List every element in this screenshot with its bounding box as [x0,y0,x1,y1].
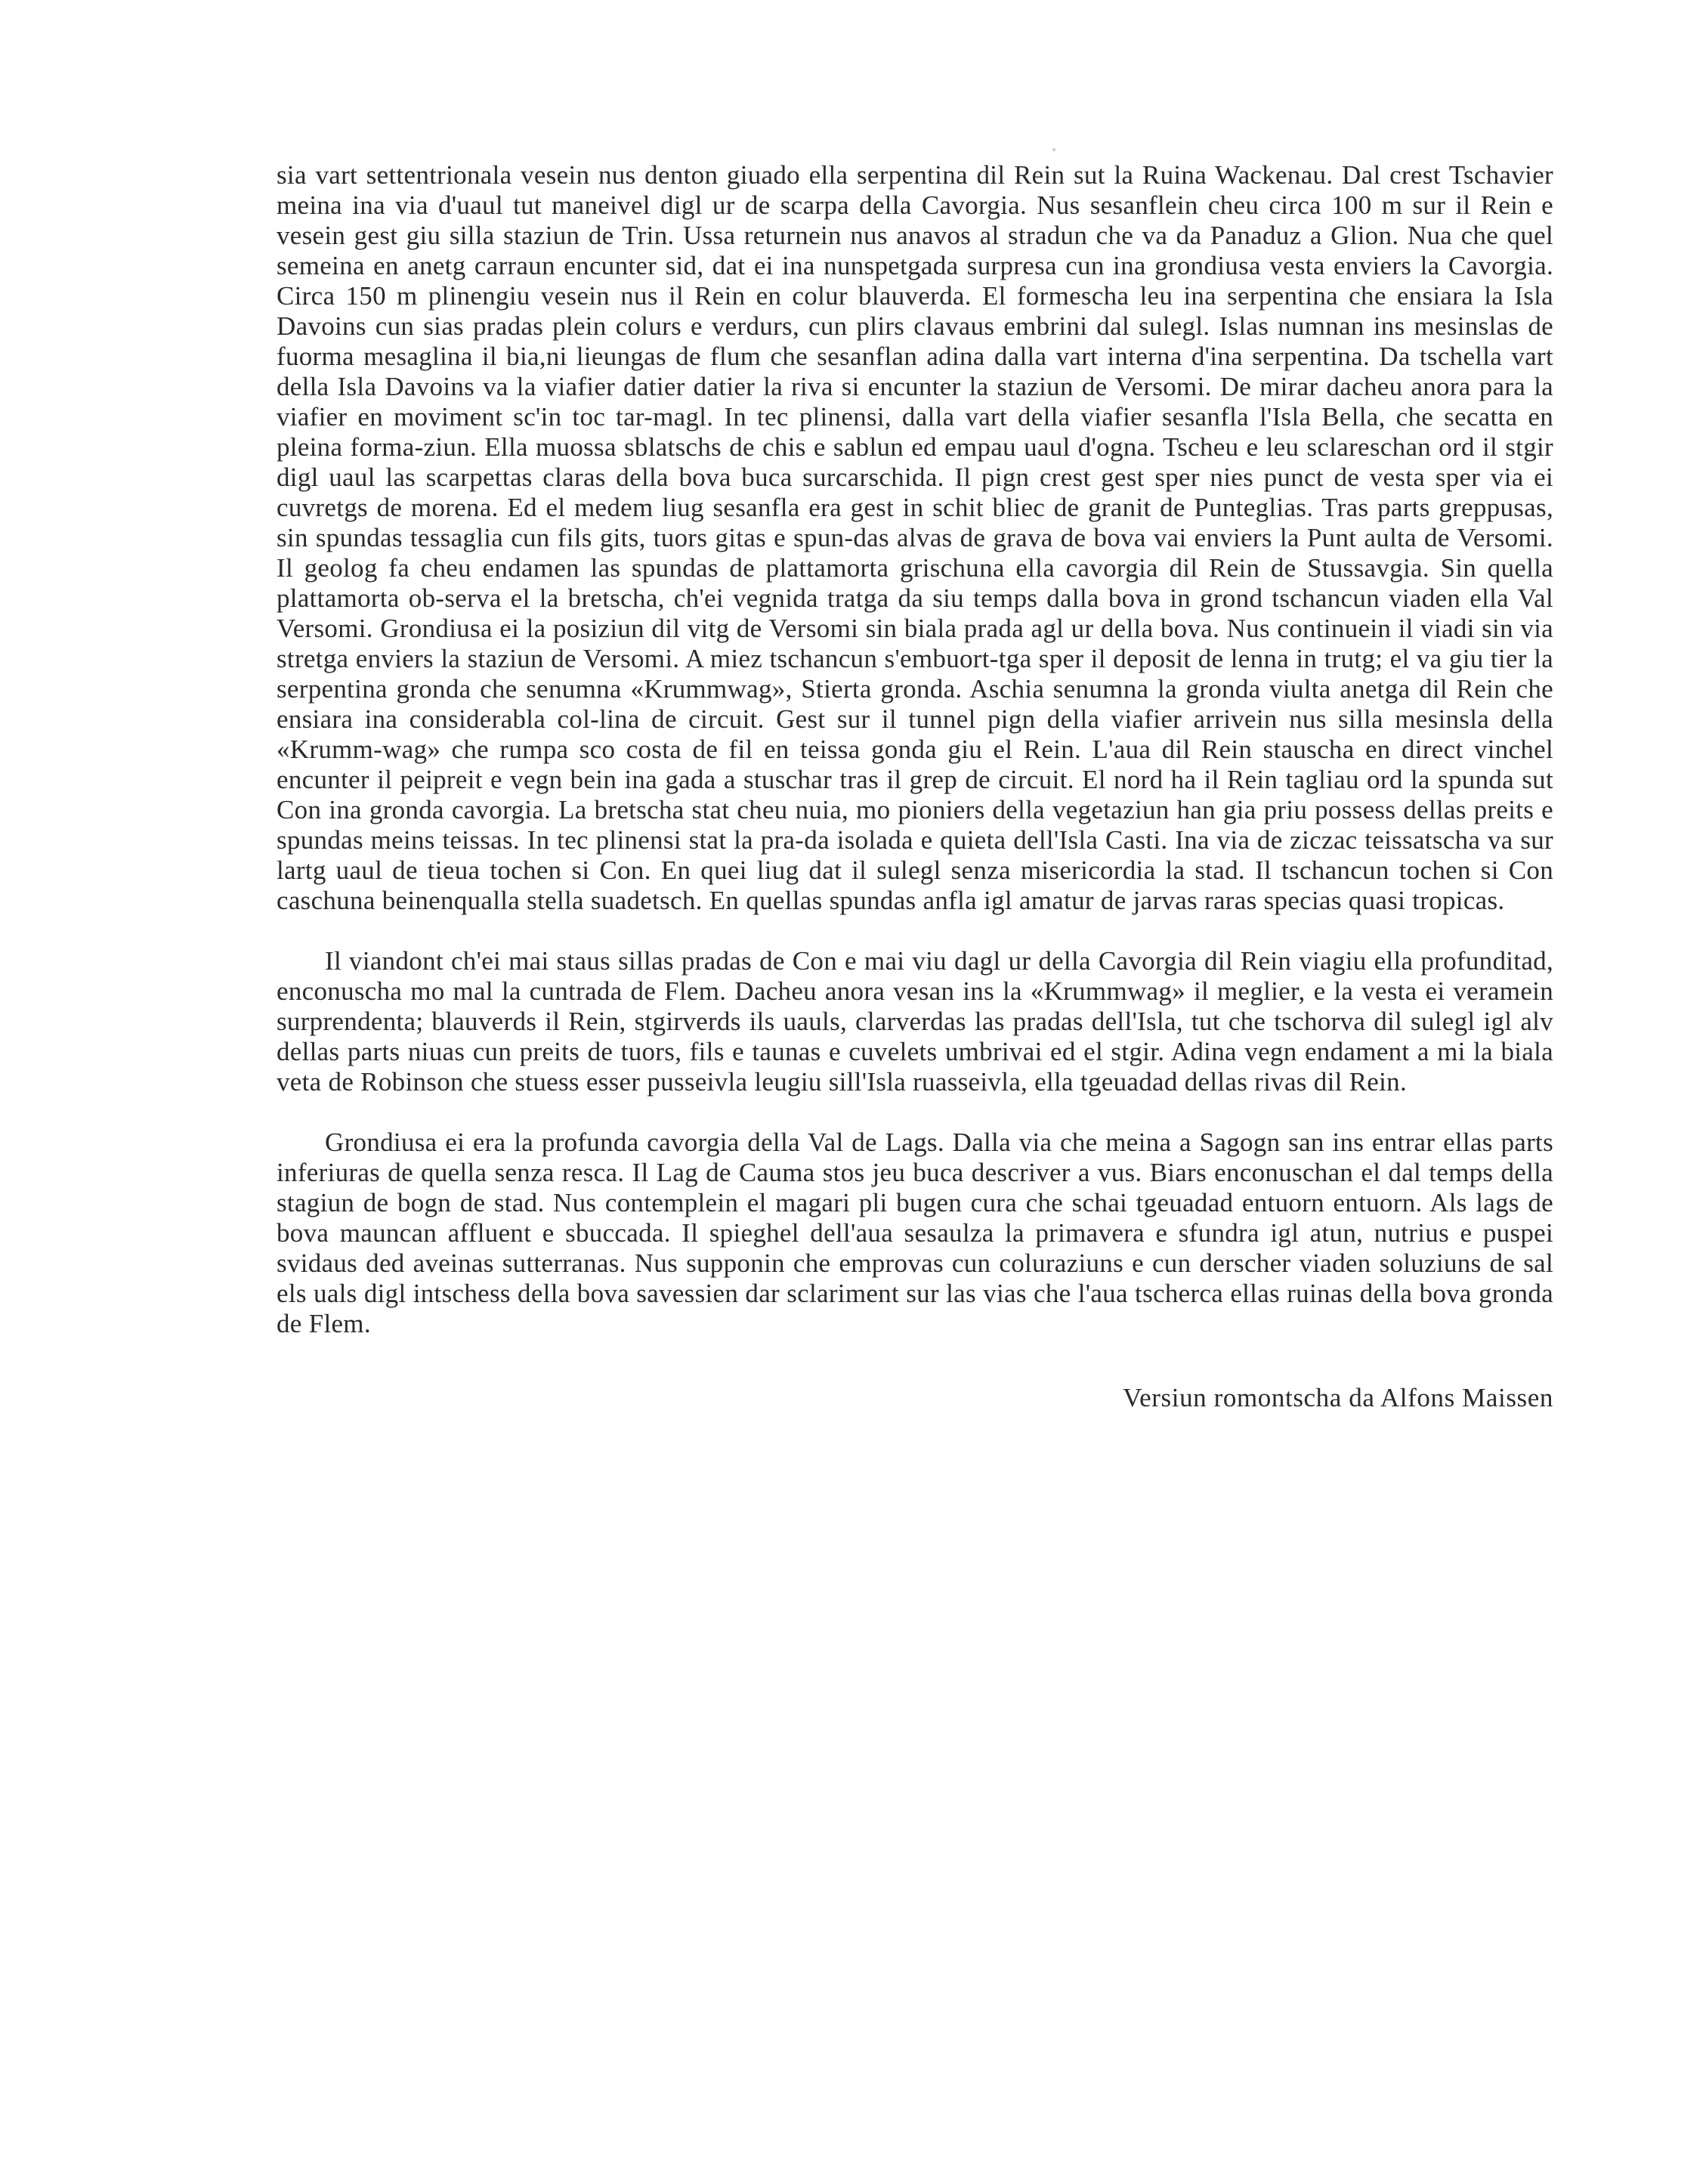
document-page [277,160,1553,1413]
paper-speck [1052,148,1055,151]
paragraph-3: Grondiusa ei era la profunda cavorgia della Val de Lags. Dalla via che meina a Sagogn san ins entrar ellas parts inferiuras de quella senza resca. Il Lag de Cauma stos jeu buca descriver a vus. Biars enconuschan el dal temps della stagiun de bogn de stad. Nus contemplein el magari pli bugen cura che schai tgeuadad entuorn entuorn. Als lags de bova mauncan affluent e sbuccada. Il spieghel dell'aua sesaulza la primavera e sfundra igl atun, nutrius e puspei svidaus ded aveinas sutterranas. Nus supponin che emprovas cun coluraziuns e cun derscher viaden soluziuns de sal els uals digl intschess della bova savessien dar sclariment sur las vias che l'aua tscherca ellas ruinas della bova gronda de Flem. [277,1128,1553,1338]
paragraph-2: Il viandont ch'ei mai staus sillas pradas de Con e mai viu dagl ur della Cavorgia dil Rein viagiu ella profunditad, enconuscha mo mal la cuntrada de Flem. Dacheu anora vesan ins la «Krummwag» il meglier, e la vesta ei veramein surprendenta; blauverds il Rein, stgirverds ils uauls, clarverdas las pradas dell'Isla, tut che tschorva dil sulegl igl alv dellas parts niuas cun preits de tuors, fils e taunas e cuvelets umbrivai ed el stgir. Adina vegn endament a mi la biala veta de Robinson che stuess esser pusseivla leugiu sill'Isla ruasseivla, ella tgeuadad dellas rivas dil Rein. [277,946,1553,1097]
translator-credit: Versiun romontscha da Alfons Maissen [1123,1383,1553,1412]
paragraph-1: sia vart settentrionala vesein nus denton giuado ella serpentina dil Rein sut la Ruina Wackenau. Dal crest Tschavier meina ina via d'uaul tut maneivel digl ur de scarpa della Cavorgia. Nus sesanflein cheu circa 100 m sur il Rein e vesein gest giu silla staziun de Trin. Ussa returnein nus anavos al stradun che va da Panaduz a Glion. Nua che quel semeina en anetg carraun encunter sid, dat ei ina nunspetgada surpresa cun ina grondiusa vesta enviers la Cavorgia. Circa 150 m plinengiu vesein nus il Rein en colur blauverda. El formescha leu ina serpentina che ensiara la Isla Davoins cun sias pradas plein colurs e verdurs, cun plirs clavaus embrini dal sulegl. Islas numnan ins mesinslas de fuorma mesaglina il bia,ni lieungas de flum che sesanflan adina dalla vart interna d'ina serpentina. Da tschella vart della Isla Davoins va la viafier datier datier la riva si encunter la staziun de Versomi. De mirar dacheu anora para la viafier en moviment sc'in toc tar-magl. In tec plinensi, dalla vart della viafier sesanfla l'Isla Bella, che secatta en pleina forma-ziun. Ella muossa sblatschs de chis e sablun ed empau uaul d'ogna. Tscheu e leu sclareschan ord il stgir digl uaul las scarpettas claras della bova buca surcarschida. Il pign crest gest sper nies punct de vesta sper via ei cuvretgs de morena. Ed el medem liug sesanfla era gest in schit bliec de granit de Punteglias. Tras parts greppusas, sin spundas tessaglia cun fils gits, tuors gitas e spun-das alvas de grava de bova vai enviers la Punt aulta de Versomi. Il geolog fa cheu endamen las spundas de plattamorta grischuna ella cavorgia dil Rein de Stussavgia. Sin quella plattamorta ob-serva el la bretscha, ch'ei vegnida tratga da siu temps dalla bova in grond tschancun viaden ella Val Versomi. Grondiusa ei la posiziun dil vitg de Versomi sin biala prada agl ur della bova. Nus continuein il viadi sin via stretga enviers la staziun de Versomi. A miez tschancun s'embuort-tga sper il deposit de lenna in trutg; el va giu tier la serpentina gronda che senumna «Krummwag», Stierta gronda. Aschia senumna la gronda viulta anetga dil Rein che ensiara ina considerabla col-lina de circuit. Gest sur il tunnel pign della viafier arrivein nus silla mesinsla della «Krumm-wag» che rumpa sco costa de fil en teissa gonda giu el Rein. L'aua dil Rein stauscha en direct vinchel encunter il peipreit e vegn bein ina gada a stuschar tras il grep de circuit. El nord ha il Rein tagliau ord la spunda sut Con ina gronda cavorgia. La bretscha stat cheu nuia, mo pioniers della vegetaziun han gia priu possess dellas preits e spundas meins teissas. In tec plinensi stat la pra-da isolada e quieta dell'Isla Casti. Ina via de ziczac teissatscha va sur lartg uaul de tieua tochen si Con. En quei liug dat il sulegl senza misericordia la stad. Il tschancun tochen si Con caschuna beinenqualla stella suadetsch. En quellas spundas anfla igl amatur de jarvas raras specias quasi tropicas. [277,160,1553,915]
